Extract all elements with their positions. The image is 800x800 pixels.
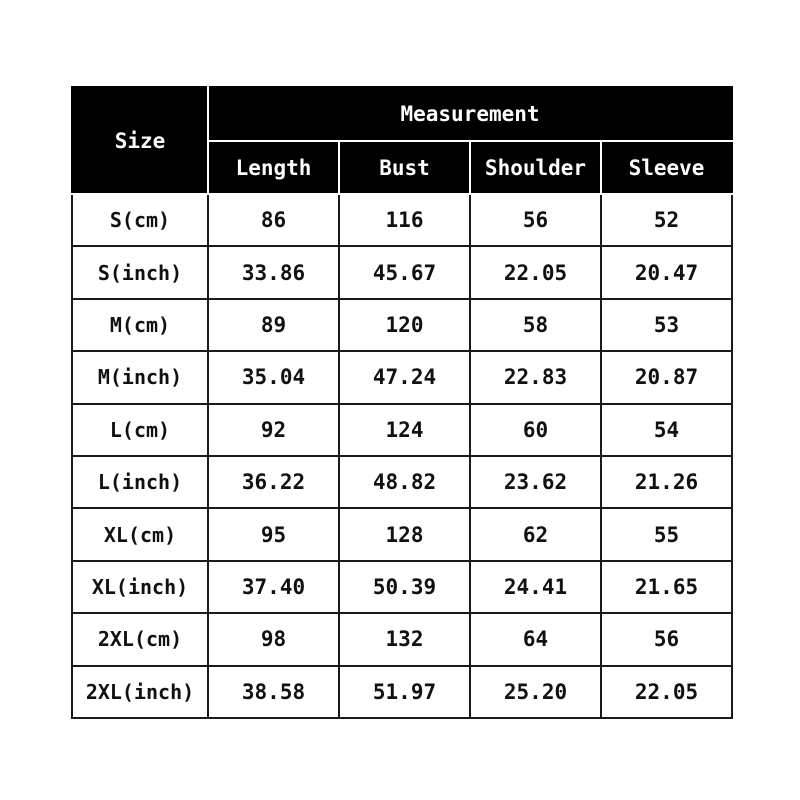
bust-cell: 51.97 [339, 666, 470, 718]
shoulder-cell: 58 [470, 299, 601, 351]
table-row [72, 194, 732, 246]
length-cell: 35.04 [208, 351, 339, 403]
table-row [72, 613, 732, 665]
size-cell: S(inch) [72, 246, 208, 298]
length-cell: 33.86 [208, 246, 339, 298]
bust-cell: 47.24 [339, 351, 470, 403]
sleeve-cell: 21.26 [601, 456, 732, 508]
sleeve-cell: 20.47 [601, 246, 732, 298]
shoulder-cell: 25.20 [470, 666, 601, 718]
length-cell: 95 [208, 508, 339, 560]
length-cell: 92 [208, 404, 339, 456]
bust-cell: 128 [339, 508, 470, 560]
sleeve-cell: 52 [601, 194, 732, 246]
shoulder-cell: 23.62 [470, 456, 601, 508]
table-row [72, 299, 732, 351]
shoulder-cell: 64 [470, 613, 601, 665]
bust-cell: 45.67 [339, 246, 470, 298]
table-row [72, 561, 732, 613]
table-row [72, 666, 732, 718]
table-row [72, 456, 732, 508]
sleeve-column-header: Sleeve [601, 141, 732, 194]
table-row [72, 404, 732, 456]
table-row [72, 351, 732, 403]
size-chart-table [71, 86, 733, 719]
table-header [72, 87, 732, 194]
sleeve-cell: 54 [601, 404, 732, 456]
header-row-top [72, 87, 732, 141]
sleeve-cell: 20.87 [601, 351, 732, 403]
table-body [72, 194, 732, 718]
shoulder-cell: 62 [470, 508, 601, 560]
measurement-header: Measurement [208, 87, 732, 141]
shoulder-cell: 24.41 [470, 561, 601, 613]
sleeve-cell: 55 [601, 508, 732, 560]
size-cell: S(cm) [72, 194, 208, 246]
length-column-header: Length [208, 141, 339, 194]
size-cell: XL(inch) [72, 561, 208, 613]
bust-cell: 124 [339, 404, 470, 456]
length-cell: 36.22 [208, 456, 339, 508]
size-cell: L(cm) [72, 404, 208, 456]
sleeve-cell: 53 [601, 299, 732, 351]
sleeve-cell: 56 [601, 613, 732, 665]
table-row [72, 246, 732, 298]
shoulder-column-header: Shoulder [470, 141, 601, 194]
length-cell: 86 [208, 194, 339, 246]
size-cell: XL(cm) [72, 508, 208, 560]
shoulder-cell: 22.05 [470, 246, 601, 298]
length-cell: 38.58 [208, 666, 339, 718]
shoulder-cell: 56 [470, 194, 601, 246]
size-column-header: Size [72, 87, 208, 194]
bust-cell: 116 [339, 194, 470, 246]
bust-cell: 132 [339, 613, 470, 665]
bust-cell: 50.39 [339, 561, 470, 613]
length-cell: 37.40 [208, 561, 339, 613]
size-cell: L(inch) [72, 456, 208, 508]
size-cell: 2XL(inch) [72, 666, 208, 718]
size-cell: 2XL(cm) [72, 613, 208, 665]
length-cell: 98 [208, 613, 339, 665]
table-row [72, 508, 732, 560]
shoulder-cell: 22.83 [470, 351, 601, 403]
bust-cell: 120 [339, 299, 470, 351]
length-cell: 89 [208, 299, 339, 351]
bust-cell: 48.82 [339, 456, 470, 508]
shoulder-cell: 60 [470, 404, 601, 456]
sleeve-cell: 21.65 [601, 561, 732, 613]
size-cell: M(cm) [72, 299, 208, 351]
bust-column-header: Bust [339, 141, 470, 194]
sleeve-cell: 22.05 [601, 666, 732, 718]
size-cell: M(inch) [72, 351, 208, 403]
